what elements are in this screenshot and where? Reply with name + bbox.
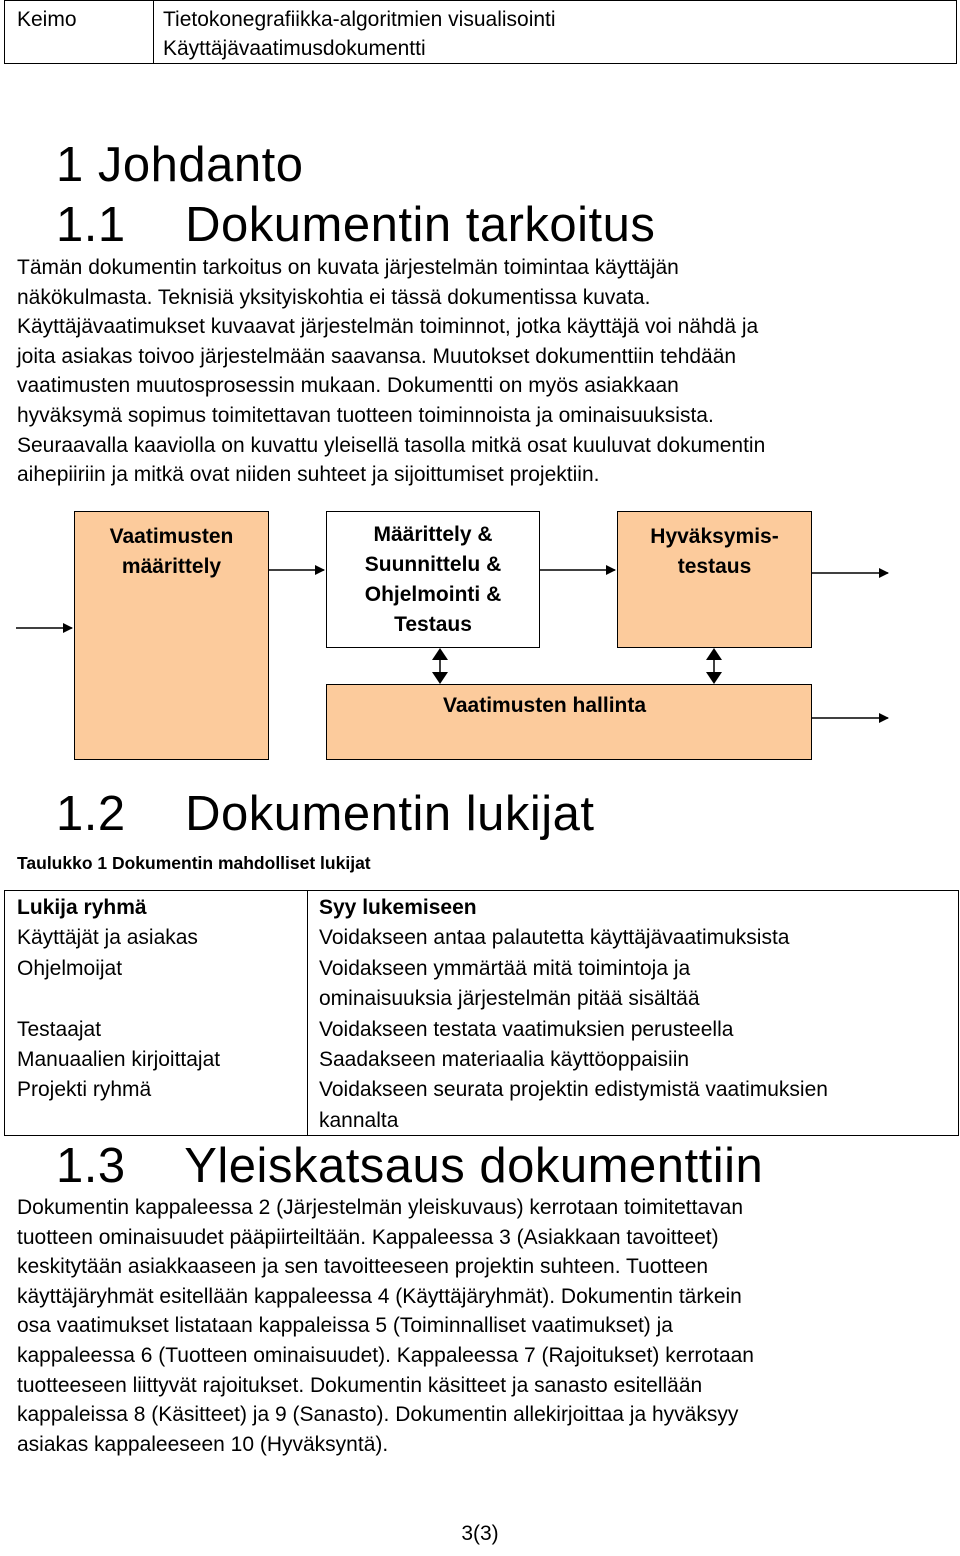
paragraph-line: osa vaatimukset listataan kappaleissa 5 (Toiminnalliset vaatimukset) ja [17, 1314, 673, 1338]
box-label: testaus [677, 555, 752, 578]
table-cell-group: Testaajat [17, 1017, 102, 1041]
section-1-3-paragraph [17, 1193, 952, 1459]
readers-table-frame [4, 890, 959, 1136]
section-1-3-number: 1.3 [56, 1139, 126, 1193]
section-1-2-number: 1.2 [56, 787, 126, 841]
paragraph-line: Seuraavalla kaaviolla on kuvattu yleisellä tasolla mitkä osat kuuluvat dokumentin [17, 433, 766, 457]
box-label: Testaus [394, 613, 472, 636]
paragraph-line: näkökulmasta. Teknisiä yksityiskohtia ei tässä dokumentissa kuvata. [17, 285, 651, 309]
paragraph-line: asiakas kappaleeseen 10 (Hyväksyntä). [17, 1432, 389, 1456]
header-doc-type: Käyttäjävaatimusdokumentti [163, 37, 426, 60]
paragraph-line: joita asiakas toivoo järjestelmään saavansa. Muutokset dokumenttiin tehdään [17, 344, 737, 368]
box-label: Vaatimusten [109, 525, 234, 548]
paragraph-line: Käyttäjävaatimukset kuvaavat järjestelmän toiminnot, jotka käyttäjä voi nähdä ja [17, 315, 759, 339]
box-label: Vaatimusten hallinta [443, 694, 647, 717]
section-1-2-heading [56, 786, 594, 842]
table-cell-reason: kannalta [319, 1108, 399, 1132]
paragraph-line: tuotteeseen liittyvät rajoitukset. Dokumentin käsitteet ja sanasto esitellään [17, 1373, 703, 1397]
table-header-cell: Lukija ryhmä [17, 896, 147, 919]
table-cell-reason: ominaisuuksia järjestelmän pitää sisältää [319, 987, 700, 1011]
table-cell-reason: Voidakseen testata vaatimuksien perusteella [319, 1017, 734, 1041]
double-arrow-design-management [432, 648, 448, 684]
table-cell-reason: Voidakseen antaa palautetta käyttäjävaatimuksista [319, 926, 790, 950]
paragraph-line: keskitytään asiakkaaseen ja sen tavoitteeseen projektin suhteen. Tuotteen [17, 1255, 709, 1279]
paragraph-line: vaatimusten muutosprosessin mukaan. Dokumentti on myös asiakkaan [17, 374, 679, 398]
box-label: Määrittely & [373, 523, 493, 546]
table-column-divider [307, 891, 308, 1135]
table-header-cell: Syy lukemiseen [319, 896, 477, 919]
section-1-3-heading [56, 1138, 763, 1194]
page-number: 3(3) [461, 1522, 499, 1545]
section-1-title: Johdanto [97, 138, 304, 192]
box-label: Hyväksymis- [650, 525, 779, 548]
section-1-1-number: 1.1 [56, 198, 126, 252]
header-author: Keimo [17, 8, 77, 31]
section-1-1-title: Dokumentin tarkoitus [185, 198, 656, 252]
paragraph-line: Tämän dokumentin tarkoitus on kuvata järjestelmän toimintaa käyttäjän [17, 256, 679, 279]
header-project: Tietokonegrafiikka-algoritmien visualisointi [163, 8, 556, 31]
paragraph-line: kappaleessa 6 (Tuotteen ominaisuudet). Kappaleessa 7 (Rajoitukset) kerrotaan [17, 1343, 754, 1367]
table-group-column [17, 893, 220, 1106]
table-caption: Taulukko 1 Dokumentin mahdolliset lukijat [17, 853, 371, 873]
paragraph-line: käyttäjäryhmät esitellään kappaleessa 4 (Käyttäjäryhmät). Dokumentin tärkein [17, 1284, 742, 1308]
table-cell-group: Projekti ryhmä [17, 1078, 152, 1102]
section-1-number: 1 [56, 138, 84, 192]
table-cell-group: Manuaalien kirjoittajat [17, 1048, 221, 1072]
paragraph-line: hyväksymä sopimus toimitettavan tuotteen toiminnoista ja ominaisuuksista. [17, 403, 714, 427]
paragraph-line: kappaleissa 8 (Käsitteet) ja 9 (Sanasto). Dokumentin allekirjoittaa ja hyväksyy [17, 1403, 739, 1427]
table-reason-column [319, 893, 828, 1136]
double-arrow-acceptance-management [706, 648, 722, 684]
paragraph-line: aihepiiriin ja mitkä ovat niiden suhteet ja sijoittumiset projektiin. [17, 463, 600, 487]
section-1-2-title: Dokumentin lukijat [185, 787, 595, 841]
paragraph-line: Dokumentin kappaleessa 2 (Järjestelmän yleiskuvaus) kerrotaan toimitettavan [17, 1196, 744, 1219]
table-cell-reason: Saadakseen materiaalia käyttöoppaisiin [319, 1048, 690, 1072]
table-cell-reason: Voidakseen ymmärtää mitä toimintoja ja [319, 956, 691, 980]
box-label: määrittely [121, 555, 222, 578]
box-label: Ohjelmointi & [364, 583, 502, 606]
table-cell-group: Ohjelmoijat [17, 956, 123, 980]
section-1-3-title: Yleiskatsaus dokumenttiin [184, 1139, 764, 1193]
box-label: Suunnittelu & [364, 553, 502, 576]
table-cell-group: Käyttäjät ja asiakas [17, 926, 198, 950]
table-cell-reason: Voidakseen seurata projektin edistymistä vaatimuksien [319, 1078, 828, 1102]
paragraph-line: tuotteen ominaisuudet pääpiirteiltään. Kappaleessa 3 (Asiakkaan tavoitteet) [17, 1225, 719, 1249]
